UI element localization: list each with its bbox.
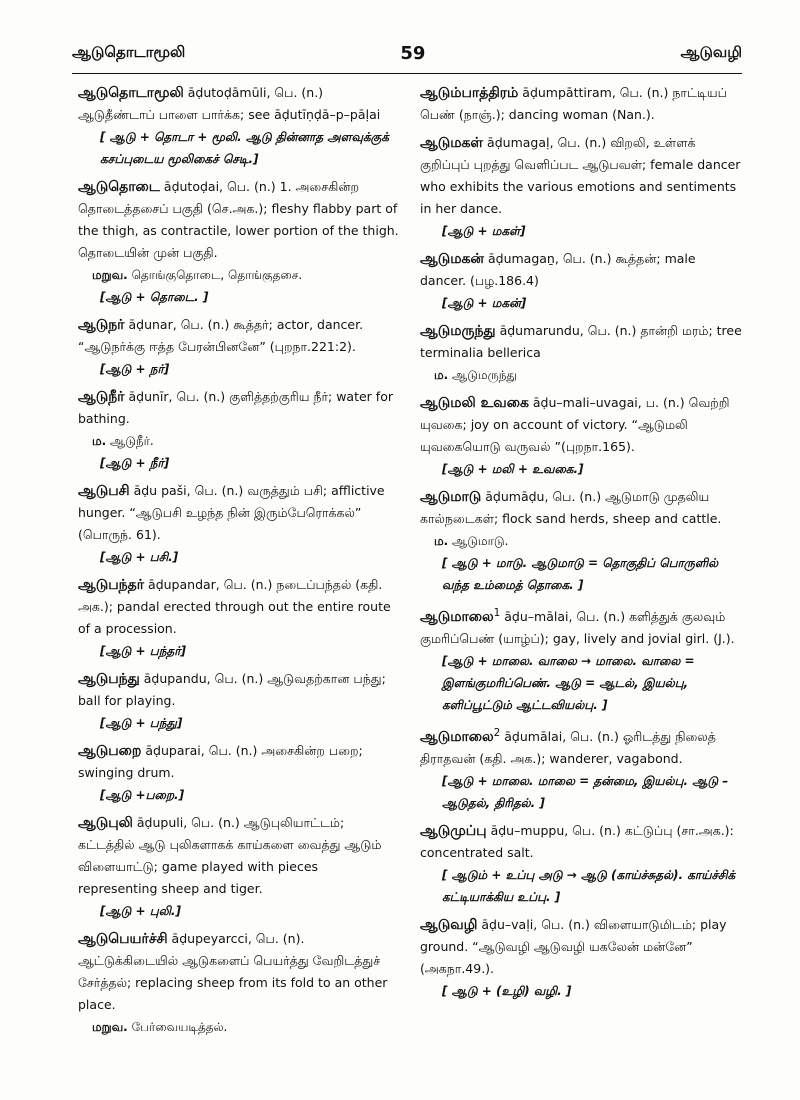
cross-text: பேர்வையடித்தல். [131, 1020, 228, 1034]
headword: ஆடுபந்தர் [78, 577, 145, 593]
headword: ஆடுதொடாமூலி [78, 85, 184, 101]
definition: குளித்தற்குரிய நீர்; water for bathing. [78, 389, 393, 426]
definition: ஆடுதீண்டாப் பாளை பார்க்க; see āḍutīṇḍā–p–pāḷai [78, 107, 381, 122]
dictionary-entry [78, 386, 400, 474]
cross-label: ம. [92, 434, 107, 448]
etymology: [ஆடு + மலி + உவகை.] [442, 462, 584, 476]
etymology: [ஆடு + மாலை. மாலை = தன்மை, இயல்பு. ஆடு – ஆடுதல், திரிதல். ] [442, 774, 729, 811]
etymology: [ஆடு + மாலை. வாலை → மாலை. வாலை = இளங்குமரிப்பெண். ஆடு = ஆடல், இயல்பு, களிப்பூட்டும் ஆட்டவியல்பு. ] [442, 654, 695, 713]
cross-label: ம. [434, 534, 449, 548]
etymology: [ஆடு + தொடை. ] [100, 290, 209, 304]
etymology: [ஆடு + மகள்] [442, 224, 526, 238]
cross-reference [78, 430, 400, 452]
part-of-speech: பெ. (n.) [552, 489, 602, 504]
cross-label: ம. [434, 368, 449, 382]
dictionary-entry [420, 248, 744, 314]
dictionary-entry [420, 320, 744, 386]
transliteration: āḍunīr, [128, 389, 173, 404]
part-of-speech: பெ. (n.) [557, 135, 607, 150]
headword: ஆடுமலி உவகை [420, 395, 529, 411]
definition: களித்துக் குலவும் குமரிப்பெண் (யாழ்ப்); gay, lively and jovial girl. (J.). [420, 609, 735, 647]
dictionary-entry [78, 574, 400, 662]
entry-body [420, 82, 744, 126]
etymology: [ ஆடு + தொடா + மூலி. ஆடு தின்னாத அளவுக்குக் கசப்புடைய மூலிகைச் செடி.] [100, 130, 389, 166]
definition: அசைகின்ற பறை; swinging drum. [78, 743, 363, 780]
headword: ஆடுபெயர்ச்சி [78, 931, 168, 947]
transliteration: āḍu–muppu, [490, 823, 569, 839]
definition: விறலி, உள்ளக் குறிப்புப் புறத்து வெளிப்பட ஆடுபவள்; female dancer who exhibits the various emotions and sentiments in her dance. [420, 135, 741, 216]
definition: ஆடுபுலியாட்டம்; கட்டத்தில் ஆடு புலிகளாகக் காய்களை வைத்து ஆடும் விளையாட்டு; game played with pieces representing sheep and tiger. [78, 815, 382, 896]
dictionary-entry [78, 82, 400, 170]
transliteration: āḍumpāttiram, [522, 85, 616, 100]
definition: தான்றி மரம்; tree terminalia bellerica [420, 323, 742, 360]
transliteration: āḍumarundu, [499, 323, 584, 338]
header-rule [72, 73, 742, 74]
dictionary-entry [78, 928, 400, 1038]
definition: வருத்தும் பசி; afflictive hunger. “ஆடுபசி உழந்த நின் இரும்பேரொக்கல்” (பொருந். 61). [78, 483, 385, 542]
entry-body [420, 602, 744, 650]
etymology: [ ஆடும் + உப்பு அடு → ஆடு (காய்ச்சுதல்). காய்ச்சிக் கட்டியாக்கிய உப்பு. ] [442, 868, 736, 905]
etymology: [ ஆடு + மாடு. ஆடுமாடு = தொகுதிப் பொருளில் வந்த உம்மைத் தொகை. ] [442, 556, 719, 592]
entry-body [78, 928, 400, 1016]
part-of-speech: பெ. (n.) [208, 743, 258, 758]
etymology: [ஆடு +பறை.] [100, 788, 185, 802]
entry-body [420, 132, 744, 220]
entry-body [78, 668, 400, 712]
left-guide-word: ஆடுதொடாமூலி [72, 43, 186, 61]
part-of-speech: பெ. (n.) [223, 577, 273, 592]
dictionary-entry [78, 812, 400, 922]
part-of-speech: பெ. (n.) [180, 317, 230, 332]
dictionary-entry [420, 914, 744, 1002]
part-of-speech: பெ. (n.) [194, 483, 244, 498]
dictionary-entry [420, 392, 744, 480]
etymology: [ஆடு + மகன்] [442, 296, 527, 310]
dictionary-entry [420, 132, 744, 242]
dictionary-entry [420, 602, 744, 716]
headword: ஆடுபசி [78, 483, 130, 499]
etymology: [ ஆடு + (உழி) வழி. ] [442, 984, 572, 999]
headword: ஆடுவழி [420, 917, 478, 934]
cross-reference [420, 364, 744, 386]
headword: ஆடுபந்து [78, 671, 140, 687]
entry-body [420, 248, 744, 292]
part-of-speech: பெ. (n.) [572, 823, 621, 839]
definition: கட்டுப்பு (சா.அக.): concentrated salt. [420, 823, 734, 861]
transliteration: āḍu paši, [133, 483, 191, 498]
entry-body [78, 480, 400, 546]
etymology: [ஆடு + நர்] [100, 362, 170, 376]
headword: ஆடுமகன் [420, 251, 484, 267]
dictionary-entry [420, 486, 744, 596]
headword: ஆடுமருந்து [420, 323, 496, 339]
etymology: [ஆடு + பந்தர்] [100, 644, 186, 658]
entry-body [420, 722, 744, 770]
part-of-speech: பெ. (n.) [541, 917, 590, 933]
definition: கூத்தர்; actor, dancer. “ஆடுநர்க்கு ஈத்த பேரன்பினனே” (புறநா.221:2). [78, 317, 364, 354]
definition: ஆடுவதற்கான பந்து; ball for playing. [78, 671, 386, 708]
page-header [72, 38, 742, 68]
transliteration: āḍumagaṉ, [487, 251, 559, 266]
entry-body [78, 82, 400, 126]
definition: வெற்றி யுவகை; joy on account of victory. “ஆடுமலி யுவகையொடு வருவல் ”(புறநா.165). [420, 395, 730, 454]
transliteration: āḍuparai, [145, 743, 205, 758]
cross-reference [78, 1016, 400, 1038]
part-of-speech: பெ. (n.) [576, 609, 626, 625]
dictionary-entry [78, 314, 400, 380]
cross-text: ஆடுநீர். [110, 434, 154, 448]
part-of-speech: பெ. (n.) [214, 671, 264, 686]
entry-body [420, 392, 744, 458]
etymology: [ஆடு + நீர்] [100, 456, 170, 470]
left-column [78, 82, 400, 1082]
entry-body [78, 812, 400, 900]
part-of-speech: பெ. (n.) [587, 323, 637, 338]
transliteration: āḍunar, [128, 317, 177, 332]
definition: ஓரிடத்து நிலைத் திராதவன் (கதி. அக.); wanderer, vagabond. [420, 729, 716, 767]
entry-body [78, 740, 400, 784]
definition: நடைப்பந்தல் (கதி. அக.); pandal erected through out the entire route of a procession. [78, 577, 391, 636]
definition: கூத்தன்; male dancer. (பழ.186.4) [420, 251, 696, 288]
headword: ஆடுமாலை [420, 729, 494, 746]
transliteration: āḍumāḍu, [485, 489, 549, 504]
part-of-speech: பெ. (n.) [562, 251, 612, 266]
entry-body [78, 176, 400, 264]
definition: ஆட்டுக்கிடையில் ஆடுகளைப் பெயர்த்து வேறிடத்துச் சேர்த்தல்; replacing sheep from its fold to an other place. [78, 953, 388, 1012]
entry-body [420, 486, 744, 530]
transliteration: āḍumagaḷ, [487, 135, 554, 150]
headword: ஆடுமாலை [420, 609, 494, 626]
part-of-speech: பெ. (n.) [176, 389, 226, 404]
headword: ஆடுபறை [78, 743, 142, 759]
entry-body [420, 320, 744, 364]
homonym-number: 2 [493, 727, 501, 740]
definition: விளையாடுமிடம்; play ground. “ஆடுவழி ஆடுவழி யகலேன் மன்னே” (அகநா.49.). [420, 917, 727, 977]
headword: ஆடுபுலி [78, 815, 133, 831]
cross-label: மறுவ. [92, 268, 128, 282]
entry-body [78, 386, 400, 430]
part-of-speech: பெ. (n.) [619, 85, 669, 100]
transliteration: āḍutoḍāmūli, [187, 85, 271, 100]
headword: ஆடுமாடு [420, 489, 482, 505]
etymology: [ஆடு + பந்து] [100, 716, 183, 730]
dictionary-entry [420, 820, 744, 908]
headword: ஆடுநர் [78, 317, 125, 333]
transliteration: āḍupandu, [143, 671, 211, 686]
part-of-speech: பெ. (n.) [570, 729, 619, 745]
entry-body [78, 574, 400, 640]
right-guide-word: ஆடுவழி [680, 43, 742, 61]
transliteration: āḍumālai, [504, 729, 567, 745]
etymology: [ஆடு + பசி.] [100, 550, 179, 564]
right-column [420, 82, 744, 1082]
cross-text: ஆடுமாடு. [452, 534, 509, 548]
dictionary-entry [420, 722, 744, 814]
transliteration: āḍupeyarcci, [171, 931, 252, 946]
headword: ஆடுமுப்பு [420, 823, 487, 840]
dictionary-entry [78, 480, 400, 568]
headword: ஆடுநீர் [78, 389, 125, 405]
transliteration: āḍupuli, [136, 815, 188, 830]
dictionary-entry [78, 740, 400, 806]
entry-body [78, 314, 400, 358]
definition: 1. அசைகின்ற தொடைத்தசைப் பகுதி (செ.அக.); fleshy flabby part of the thigh, as contractile, lower portion of the thigh. தொடையின் முன் பகுதி. [78, 179, 399, 260]
headword: ஆடும்பாத்திரம் [420, 85, 519, 101]
etymology: [ஆடு + புலி.] [100, 904, 181, 918]
transliteration: āḍutoḍai, [163, 179, 224, 194]
cross-text: ஆடுமருந்து [452, 368, 517, 382]
transliteration: āḍu–vaḷi, [481, 917, 538, 933]
part-of-speech: பெ. (n.) [274, 85, 324, 100]
definition: நாட்டியப் பெண் (நாஞ்.); dancing woman (Nan.). [420, 85, 727, 122]
headword: ஆடுதொடை [78, 179, 160, 195]
transliteration: āḍupandar, [148, 577, 220, 592]
definition: ஆடுமாடு முதலிய கால்நடைகள்; flock sand herds, sheep and cattle. [420, 489, 722, 526]
page-number: 59 [400, 42, 426, 64]
dictionary-entry [78, 668, 400, 734]
cross-reference [78, 264, 400, 286]
part-of-speech: பெ. (n.) [191, 815, 240, 830]
part-of-speech: பெ. (n). [255, 931, 305, 946]
entry-body [420, 914, 744, 980]
dictionary-entry [78, 176, 400, 308]
entry-body [420, 820, 744, 864]
cross-reference [420, 530, 744, 552]
part-of-speech: ப. (n.) [645, 395, 685, 410]
cross-text: தொங்குதொடை, தொங்குதசை. [131, 268, 303, 282]
part-of-speech: பெ. (n.) [227, 179, 276, 194]
transliteration: āḍu–mali–uvagai, [532, 395, 642, 410]
transliteration: āḍu–mālai, [504, 609, 573, 625]
homonym-number: 1 [493, 607, 501, 619]
dictionary-entry [420, 82, 744, 126]
cross-label: மறுவ. [92, 1020, 128, 1034]
headword: ஆடுமகள் [420, 135, 484, 151]
